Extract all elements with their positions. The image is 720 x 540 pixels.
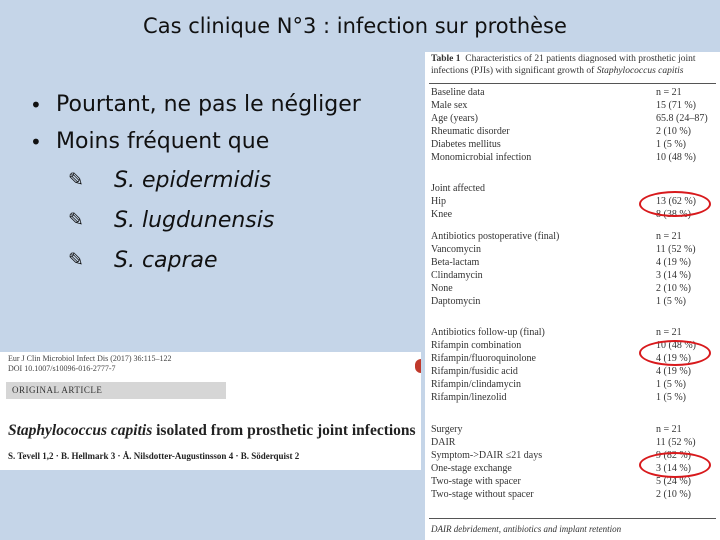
pen-icon: ✎ xyxy=(68,169,84,191)
bullet-text: Pourtant, ne pas le négliger xyxy=(56,92,361,117)
table-row xyxy=(431,86,711,99)
row-value: 2 (10 %) xyxy=(656,489,691,500)
table-row xyxy=(431,112,711,125)
row-value: 11 (52 %) xyxy=(656,244,696,255)
bullet-list xyxy=(30,86,361,280)
citation-line: Eur J Clin Microbiol Infect Dis (2017) 36:115–122 xyxy=(8,354,172,363)
characteristics-table xyxy=(425,52,720,540)
row-label: Surgery xyxy=(431,424,463,435)
table-caption-species: Staphylococcus capitis xyxy=(596,65,684,76)
row-label: Rifampin/clindamycin xyxy=(431,379,521,390)
table-row xyxy=(431,365,711,378)
row-value: n = 21 xyxy=(656,231,682,242)
row-value: 5 (24 %) xyxy=(656,476,691,487)
table-row xyxy=(431,256,711,269)
sub-bullet-item xyxy=(30,240,361,280)
article-authors: S. Tevell 1,2 · B. Hellmark 3 · Å. Nilsdotter-Augustinsson 4 · B. Söderquist 2 xyxy=(8,451,300,461)
table-caption-text: Characteristics of 21 patients diagnosed with prosthetic joint infections (PJIs) with significant growth of xyxy=(431,54,696,76)
table-footnote: DAIR debridement, antibiotics and implant retention xyxy=(431,524,622,534)
table-caption xyxy=(431,54,716,77)
row-value: 2 (10 %) xyxy=(656,126,691,137)
row-label: Monomicrobial infection xyxy=(431,152,532,163)
species-text: S. caprae xyxy=(114,247,218,273)
row-value: n = 21 xyxy=(656,327,682,338)
pen-icon: ✎ xyxy=(68,209,84,231)
highlight-circle-rifampin xyxy=(639,340,711,366)
article-title xyxy=(8,422,416,440)
table-bottom-rule xyxy=(429,518,716,519)
table-row xyxy=(431,391,711,404)
row-label: Rifampin/fluoroquinolone xyxy=(431,353,536,364)
bullet-item xyxy=(30,123,361,160)
row-label: Hip xyxy=(431,196,446,207)
table-row xyxy=(431,243,711,256)
row-label: Age (years) xyxy=(431,113,478,124)
row-value: 4 (19 %) xyxy=(656,366,691,377)
row-value: 13 (62 %) xyxy=(656,196,696,207)
article-title-rest: isolated from prosthetic joint infections xyxy=(152,422,416,439)
table-caption-label: Table 1 xyxy=(431,54,461,64)
row-value: 15 (71 %) xyxy=(656,100,696,111)
article-header-image xyxy=(0,352,421,470)
row-label: Rifampin combination xyxy=(431,340,522,351)
species-text: S. epidermidis xyxy=(114,167,272,193)
table-row xyxy=(431,138,711,151)
row-label: Joint affected xyxy=(431,183,485,194)
highlight-circle-dair xyxy=(639,452,711,478)
row-label: None xyxy=(431,283,453,294)
row-value: n = 21 xyxy=(656,424,682,435)
row-value: 2 (10 %) xyxy=(656,283,691,294)
row-label: Two-stage without spacer xyxy=(431,489,534,500)
row-value: 1 (5 %) xyxy=(656,296,686,307)
row-value: 3 (14 %) xyxy=(656,270,691,281)
bullet-dot-icon: • xyxy=(30,92,42,117)
table-row xyxy=(431,326,711,339)
row-label: Clindamycin xyxy=(431,270,483,281)
bullet-text: Moins fréquent que xyxy=(56,129,270,154)
highlight-circle-hip xyxy=(639,191,711,217)
row-value: 10 (48 %) xyxy=(656,152,696,163)
table-row xyxy=(431,125,711,138)
row-label: Rheumatic disorder xyxy=(431,126,510,137)
row-label: Antibiotics follow-up (final) xyxy=(431,327,545,338)
row-label: Vancomycin xyxy=(431,244,481,255)
table-row xyxy=(431,295,711,308)
pen-icon: ✎ xyxy=(68,249,84,271)
row-value: 11 (52 %) xyxy=(656,437,696,448)
row-label: Rifampin/linezolid xyxy=(431,392,507,403)
row-label: Male sex xyxy=(431,100,468,111)
table-row xyxy=(431,436,711,449)
row-label: One-stage exchange xyxy=(431,463,512,474)
table-row xyxy=(431,230,711,243)
table-row xyxy=(431,99,711,112)
row-value: 65.8 (24–87) xyxy=(656,113,708,124)
row-value: 1 (5 %) xyxy=(656,392,686,403)
bullet-dot-icon: • xyxy=(30,129,42,154)
slide-title: Cas clinique N°3 : infection sur prothèse xyxy=(143,14,567,38)
row-value: 4 (19 %) xyxy=(656,257,691,268)
row-label: Antibiotics postoperative (final) xyxy=(431,231,560,242)
publisher-logo-icon xyxy=(415,359,421,373)
table-row xyxy=(431,423,711,436)
table-row xyxy=(431,488,711,501)
article-title-species: Staphylococcus capitis xyxy=(8,422,153,439)
doi-line: DOI 10.1007/s10096-016-2777-7 xyxy=(8,364,116,373)
row-value: 4 (19 %) xyxy=(656,353,691,364)
row-value: 1 (5 %) xyxy=(656,379,686,390)
table-row xyxy=(431,151,711,164)
row-value: 8 (38 %) xyxy=(656,209,691,220)
table-row xyxy=(431,378,711,391)
sub-bullet-item xyxy=(30,200,361,240)
row-value: n = 21 xyxy=(656,87,682,98)
article-type-banner: ORIGINAL ARTICLE xyxy=(6,382,226,399)
row-label: Two-stage with spacer xyxy=(431,476,521,487)
row-label: Rifampin/fusidic acid xyxy=(431,366,518,377)
row-value: 10 (48 %) xyxy=(656,340,696,351)
row-value: 1 (5 %) xyxy=(656,139,686,150)
row-value: 9 (82 %) xyxy=(656,450,691,461)
table-top-rule xyxy=(429,83,716,84)
row-label: Beta-lactam xyxy=(431,257,480,268)
bullet-item xyxy=(30,86,361,123)
row-label: Baseline data xyxy=(431,87,485,98)
row-value: 3 (14 %) xyxy=(656,463,691,474)
row-label: Daptomycin xyxy=(431,296,481,307)
row-label: Diabetes mellitus xyxy=(431,139,501,150)
table-row xyxy=(431,282,711,295)
sub-bullet-item xyxy=(30,160,361,200)
article-citation xyxy=(8,354,171,374)
species-text: S. lugdunensis xyxy=(114,207,275,233)
row-label: Symptom->DAIR ≤21 days xyxy=(431,450,543,461)
table-row xyxy=(431,269,711,282)
row-label: DAIR xyxy=(431,437,456,448)
row-label: Knee xyxy=(431,209,453,220)
